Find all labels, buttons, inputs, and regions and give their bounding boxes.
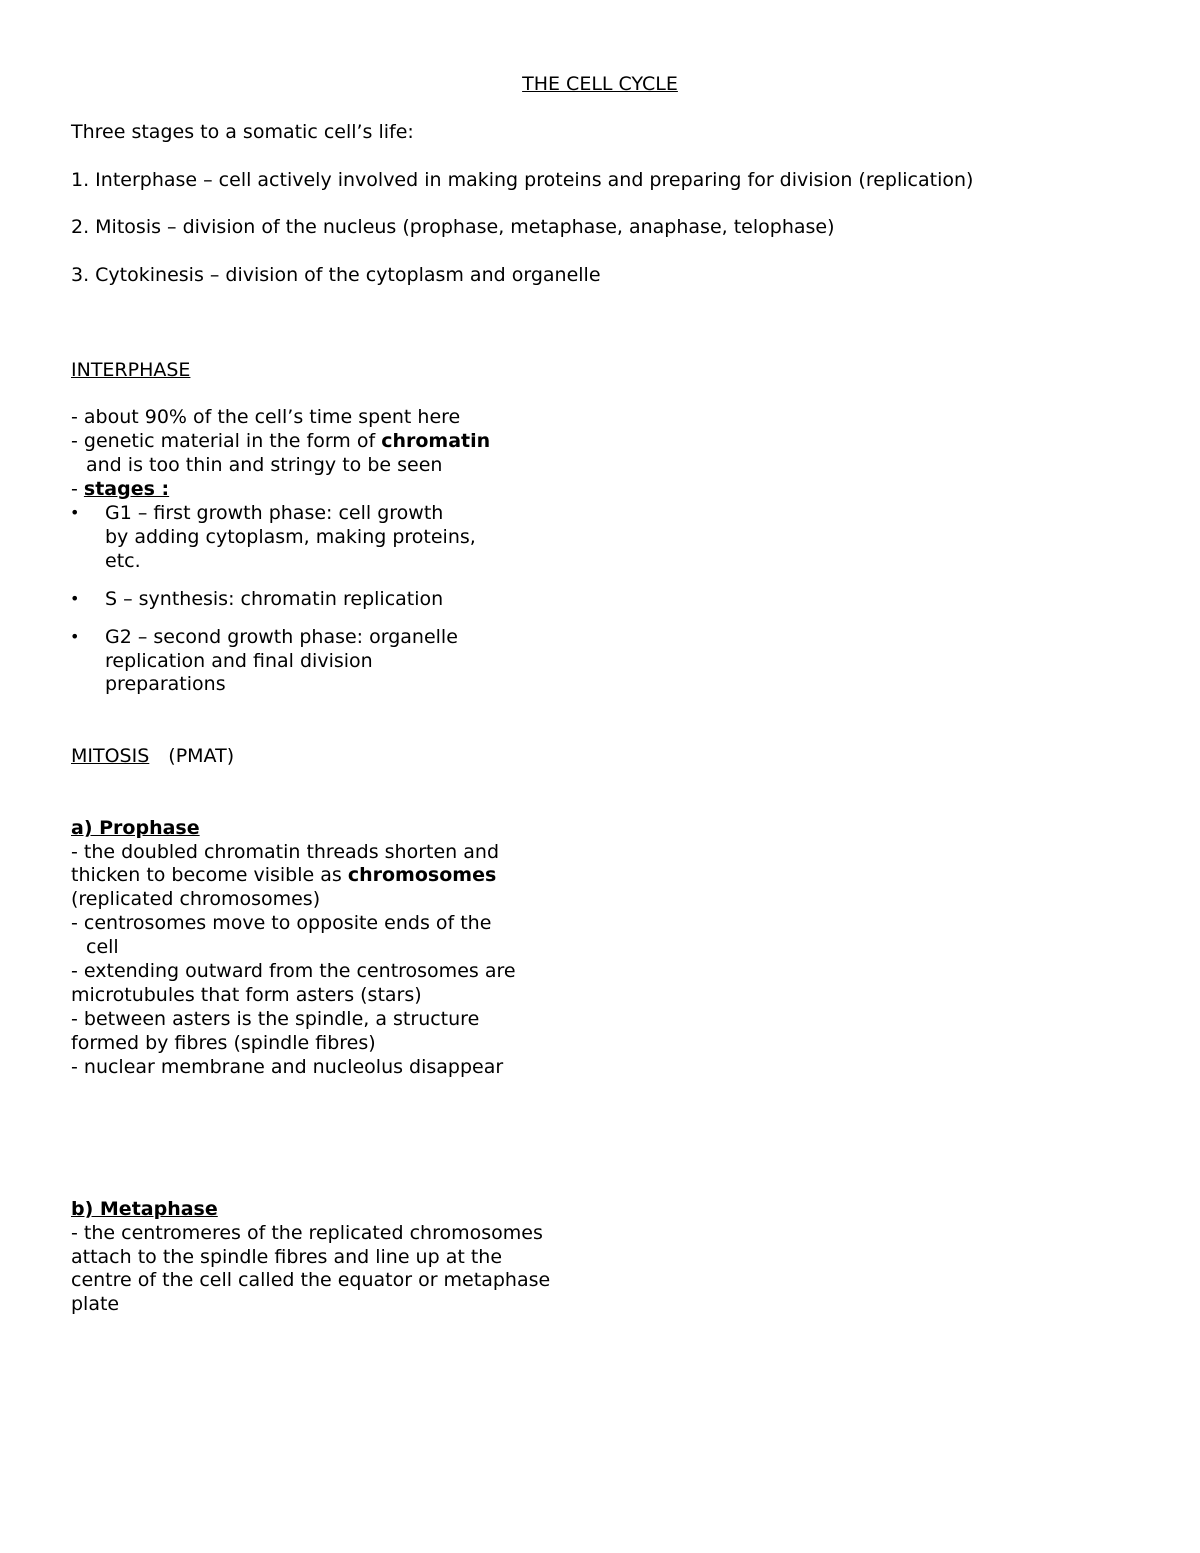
prophase-line: - nuclear membrane and nucleolus disappear [71,1056,504,1078]
prophase-line: - the doubled chromatin threads shorten and [71,841,500,863]
g2-line: preparations [105,673,226,695]
interphase-line: and is too thin and stringy to be seen [86,454,443,476]
interphase-line: - about 90% of the cell’s time spent here [71,406,461,428]
stages-label-line [71,477,169,501]
prophase-text: thicken to become visible as [71,864,348,886]
g2-line: G2 – second growth phase: organelle [105,626,458,648]
g1-line: by adding cytoplasm, making proteins, [105,526,476,548]
interphase-heading: INTERPHASE [71,359,191,381]
stage-item-cytokinesis: 3. Cytokinesis – division of the cytoplasm and organelle [71,264,601,286]
intro-lead: Three stages to a somatic cell’s life: [71,121,414,143]
metaphase-line: - the centromeres of the replicated chromosomes [71,1222,543,1244]
g2-line: replication and final division [105,650,373,672]
bullet-icon: • [70,589,80,608]
prophase-heading: a) Prophase [71,817,200,839]
document-title: THE CELL CYCLE [522,73,678,95]
interphase-text: - genetic material in the form of [71,430,382,452]
prophase-line: - centrosomes move to opposite ends of the [71,912,492,934]
stages-dash: - [71,478,84,500]
metaphase-line: attach to the spindle fibres and line up at the [71,1246,503,1268]
prophase-line: cell [86,936,119,958]
g1-line: etc. [105,550,141,572]
prophase-line [71,863,496,887]
prophase-line: - extending outward from the centrosomes are [71,960,516,982]
metaphase-heading: b) Metaphase [71,1198,218,1220]
stages-label: stages : [83,478,170,500]
stage-item-interphase: 1. Interphase – cell actively involved in making proteins and preparing for division (replication) [71,169,974,191]
chromosomes-term: chromosomes [347,864,497,886]
prophase-line: (replicated chromosomes) [71,888,321,910]
mitosis-heading-line [71,744,234,768]
metaphase-line: centre of the cell called the equator or metaphase [71,1269,551,1291]
interphase-line [71,429,490,453]
prophase-line: formed by fibres (spindle fibres) [71,1032,376,1054]
bullet-icon: • [70,627,80,646]
metaphase-line: plate [71,1293,120,1315]
mitosis-abbrev: (PMAT) [168,745,235,767]
s-line: S – synthesis: chromatin replication [105,588,444,610]
prophase-line: - between asters is the spindle, a structure [71,1008,480,1030]
stage-item-mitosis: 2. Mitosis – division of the nucleus (prophase, metaphase, anaphase, telophase) [71,216,835,238]
bullet-icon: • [70,503,80,522]
chromatin-term: chromatin [381,430,491,452]
mitosis-heading: MITOSIS [71,745,150,767]
g1-line: G1 – first growth phase: cell growth [105,502,444,524]
prophase-line: microtubules that form asters (stars) [71,984,422,1006]
